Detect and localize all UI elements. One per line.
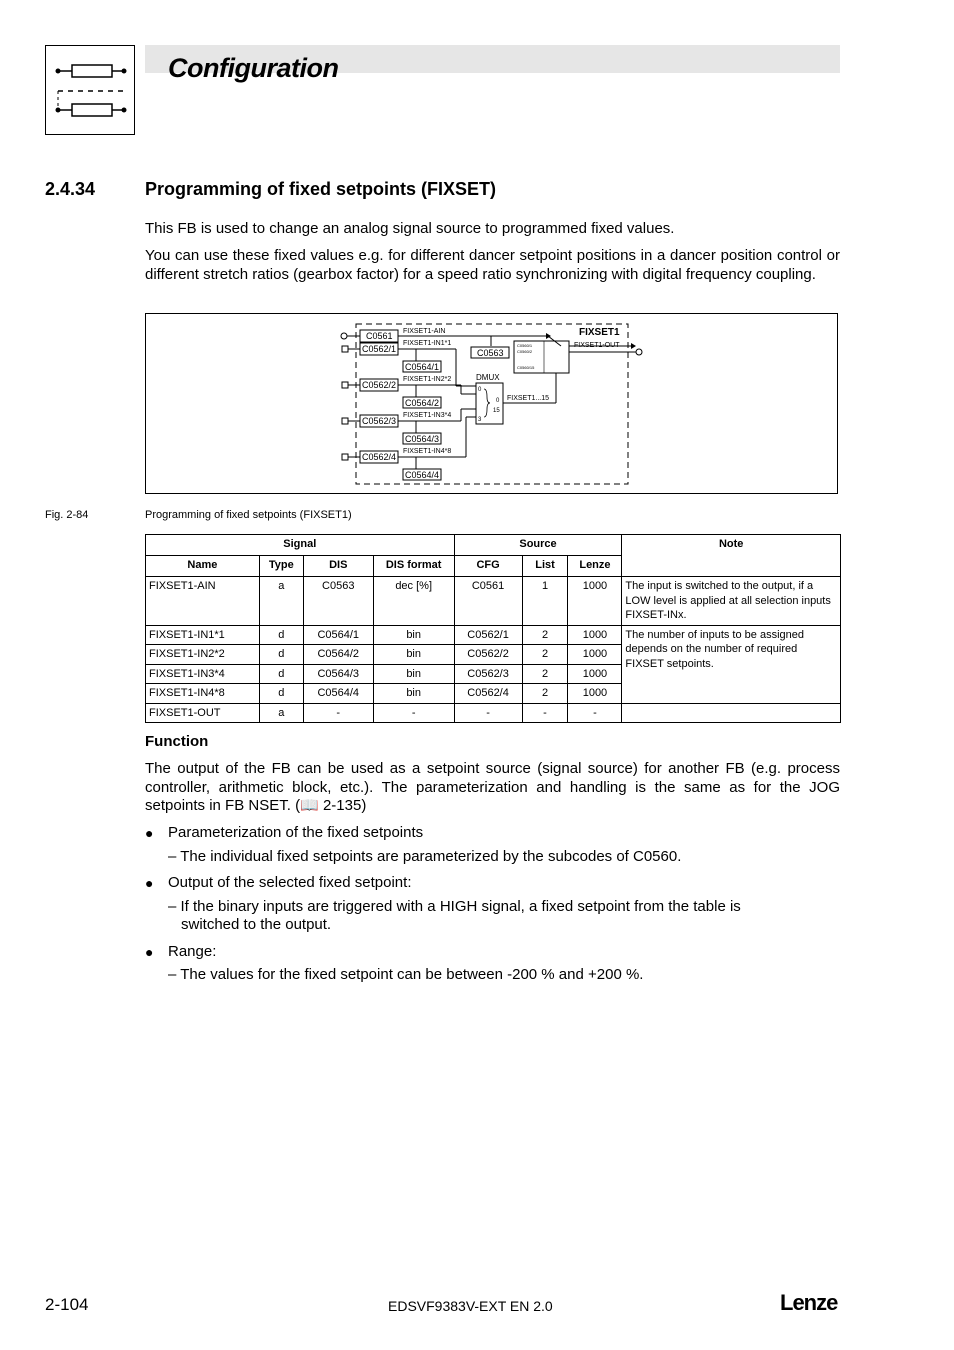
book-icon: 📖	[300, 797, 319, 814]
group-header-note: Note	[622, 535, 841, 577]
page-title: Configuration	[168, 53, 339, 83]
signal-label: FIXSET1-IN1*1	[403, 340, 452, 347]
bullet-icon: ●	[145, 875, 154, 891]
intro-paragraph-2: You can use these fixed values e.g. for different dancer setpoint positions in a dancer position control or different stretch ratios (gearbox factor) for a speed ratio synchronizing with digital frequency coupling.	[145, 247, 840, 283]
col-header: List	[522, 556, 568, 577]
code-label: C0562/4	[362, 452, 397, 462]
section-title: Programming of fixed setpoints (FIXSET)	[145, 179, 497, 199]
table-row: FIXSET1-IN4*8 d C0564/4 bin C0562/4 2 1000	[146, 684, 841, 704]
group-header-source: Source	[454, 535, 622, 556]
list-item-detail: – If the binary inputs are triggered with a HIGH signal, a fixed setpoint from the table is switched to the output.	[168, 897, 741, 933]
output-label: FIXSET1-OUT	[574, 342, 620, 349]
dis-label: C0564/3	[405, 434, 440, 444]
table-row: FIXSET1-IN2*2 d C0564/2 bin C0562/2 2 1000	[146, 645, 841, 665]
out-terminal	[636, 349, 642, 355]
svg-text:15: 15	[493, 408, 500, 414]
page-reference[interactable]: 2-135	[322, 797, 362, 814]
col-header: CFG	[454, 556, 522, 577]
bullet-icon: ●	[145, 943, 154, 960]
signal-label: FIXSET1-AIN	[403, 328, 446, 335]
fb-name: FIXSET1	[579, 327, 620, 338]
bullet-icon: ●	[145, 825, 154, 841]
function-heading: Function	[145, 733, 209, 750]
table-row: FIXSET1-AIN a C0563 dec [%] C0561 1 1000 The input is switched to the output, if a LOW level is applied at all selection inputs FIXSET-INx.	[146, 577, 841, 626]
figure-label: Fig. 2-84	[45, 509, 89, 521]
code-label: C0562/2	[362, 380, 397, 390]
dmux-label: DMUX	[476, 373, 500, 382]
page-number: 2-104	[45, 1295, 89, 1314]
col-header: DIS	[303, 556, 373, 577]
code-label: C0561	[366, 331, 393, 341]
brand-logo: Lenze	[780, 1290, 838, 1315]
signal-table	[145, 534, 841, 723]
col-header: Name	[146, 556, 260, 577]
c0563-label: C0563	[477, 348, 504, 358]
function-paragraph: The output of the FB can be used as a setpoint source (signal source) for another FB (e.g. process controller, arithmetic block, etc.). The parameterization and handling is the same as for the JOG setpoints in FB NSET. (📖 2-135)	[145, 760, 840, 814]
input-row-3	[342, 409, 476, 444]
col-header: Lenze	[568, 556, 622, 577]
table-row: FIXSET1-IN3*4 d C0564/3 bin C0562/3 2 1000	[146, 664, 841, 684]
signal-label: FIXSET1-IN3*4	[403, 412, 452, 419]
code-label: C0562/1	[362, 344, 397, 354]
col-header: DIS format	[373, 556, 454, 577]
section-number: 2.4.34	[45, 179, 96, 199]
range-label: FIXSET1...15	[507, 395, 550, 402]
svg-text:C0560/2: C0560/2	[517, 349, 533, 354]
ain-terminal	[341, 333, 347, 339]
dis-label: C0564/4	[405, 470, 440, 480]
note-cell: The input is switched to the output, if a LOW level is applied at all selection inputs FIXSET-INx.	[622, 577, 841, 626]
svg-text:0: 0	[478, 387, 482, 393]
code-label: C0562/3	[362, 416, 397, 426]
intro-paragraph-1: This FB is used to change an analog signal source to programmed fixed values.	[145, 220, 675, 237]
list-item: ● Range:	[145, 942, 217, 960]
dis-label: C0564/2	[405, 398, 440, 408]
svg-text:3: 3	[478, 417, 482, 423]
signal-label: FIXSET1-IN4*8	[403, 448, 452, 455]
table-row: FIXSET1-IN1*1 d C0564/1 bin C0562/1 2 1000 The number of inputs to be assigned depends on the number of required FIXSET setpoints.	[146, 625, 841, 645]
dis-label: C0564/1	[405, 362, 440, 372]
svg-text:0: 0	[496, 398, 500, 404]
figure-caption: Programming of fixed setpoints (FIXSET1)	[145, 509, 352, 521]
svg-text:C0560/15: C0560/15	[517, 365, 535, 370]
note-cell: The number of inputs to be assigned depends on the number of required FIXSET setpoints.	[622, 625, 841, 703]
circuit-icon	[46, 46, 136, 136]
document-id: EDSVF9383V-EXT EN 2.0	[388, 1298, 553, 1314]
table-row: FIXSET1-OUT a - - - - -	[146, 703, 841, 723]
function-block-diagram	[145, 313, 838, 494]
list-item-detail: – The values for the fixed setpoint can be between -200 % and +200 %.	[168, 966, 644, 983]
col-header: Type	[259, 556, 303, 577]
group-header-signal: Signal	[146, 535, 455, 556]
bullet-list	[145, 824, 840, 985]
chapter-logo	[45, 45, 135, 135]
list-item: ● Parameterization of the fixed setpoints	[145, 824, 424, 841]
signal-label: FIXSET1-IN2*2	[403, 376, 452, 383]
list-item: ● Output of the selected fixed setpoint:	[145, 874, 412, 891]
list-item-detail: – The individual fixed setpoints are parameterized by the subcodes of C0560.	[168, 847, 682, 865]
svg-text:C0560/1: C0560/1	[517, 343, 533, 348]
